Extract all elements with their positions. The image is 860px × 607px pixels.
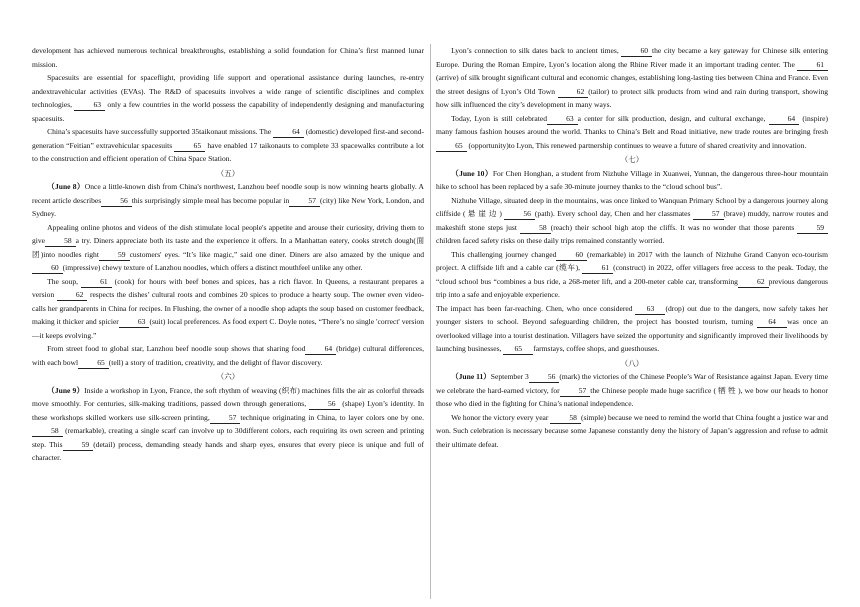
blank-60[interactable]: 60: [556, 250, 587, 261]
section-heading-5: （五）: [216, 168, 240, 178]
blank-65[interactable]: 65: [436, 141, 467, 152]
paragraph: Lyon’s connection to silk dates back to ancient times, 60 the city became a key gateway for Chinese silk entering Europe. During the Roman Empire, Lyon’s location along the Rhine River made it an important trading center. The 61(arrive) of silk brought significant cultural and economic changes, establishing long-lasting ties between China and France. Even the street designs of Lyon’s Old Town 62 (tailor) to protect silk products from wind and rain during transport, showing how silk influenced the city’s development in many ways.: [436, 46, 828, 109]
blank-62[interactable]: 62: [738, 277, 769, 288]
blank-57[interactable]: 57: [693, 209, 724, 220]
blank-63[interactable]: 63: [74, 100, 105, 111]
paragraph: Spacesuits are essential for spaceflight, providing life support and operational assistance during launches, re-entry andextravehicular activities (EVAs). The R&D of spacesuits involves a wide range of scientific disciplines and complex technologies, 63 only a few countries in the world possess the capability of independently designing and manufacturing spacesuits.: [32, 73, 424, 123]
blank-62[interactable]: 62: [558, 87, 589, 98]
blank-57[interactable]: 57: [289, 196, 320, 207]
blank-65[interactable]: 65: [174, 141, 205, 152]
blank-58[interactable]: 58: [32, 426, 63, 437]
blank-56[interactable]: 56: [529, 372, 560, 383]
blank-56[interactable]: 56: [309, 399, 340, 410]
paragraph: Nizhuhe Village, situated deep in the mountains, was once linked to Wanquan Primary School by a dangerous journey along cliffside ( 悬 崖 边 ) 56 (path). Every school day, Chen and her classmates 57 (brave) muddy, narrow routes and makeshift stone steps just 58 (reach) their school high atop the cliffs. It was no wonder that those parents 59children faced safety risks on these daily trips remained constantly worried.: [436, 195, 828, 245]
date-label: （June 9）: [47, 385, 85, 395]
blank-58[interactable]: 58: [45, 236, 76, 247]
paragraph: （June 8）Once a little-known dish from China's northwest, Lanzhou beef noodle soup is now winning hearts globally. A recent article describes 56 this surprisingly simple meal has become popular in 57 (city) like New York, London, and Sydney.: [32, 182, 425, 218]
blank-65[interactable]: 65: [503, 344, 533, 355]
paragraph: We honor the victory every year 58 (simple) because we need to remind the world that China fought a justice war and won. Such celebration is necessary because some Japanese constantly deny the history of Japan’s aggression and refuse to admit their ultimate defeat.: [436, 412, 829, 449]
blank-59[interactable]: 59: [797, 223, 828, 234]
paragraph: development has achieved numerous technical breakthroughs, establishing a solid foundation for China’s first manned lunar mission.: [32, 46, 424, 69]
blank-56[interactable]: 56: [504, 209, 535, 220]
blank-59[interactable]: 59: [99, 250, 130, 261]
paragraph: （June 9）Inside a workshop in Lyon, France, the soft rhythm of weaving (织布) machines fills the air as colorful threads move smoothly. For centuries, silk-making traditions, passed down through generations, 56 (shape) Lyon’s identity. In these workshops skilled workers use silk-screen printing, 57 technique originating in China, to layer colors one by one.58 (remarkable), creating a single scarf can involve up to 30different colors, each requiring its own screen and printing step. This 59 (detail) process, demanding steady hands and sharp eyes, ensures that every piece is unique and full of character.: [32, 385, 425, 462]
section-heading-7: （七）: [620, 155, 644, 164]
blank-63[interactable]: 63: [547, 114, 578, 125]
blank-61[interactable]: 61: [582, 263, 613, 274]
date-label: （June 10）: [451, 168, 493, 178]
column-divider: [430, 44, 431, 599]
blank-57[interactable]: 57: [210, 413, 241, 424]
left-column: [32, 44, 424, 465]
paragraph: （June 10）For Chen Honghan, a student from Nizhuhe Village in Xuanwei, Yunnan, the dangerous three-hour mountain hike to school has been replaced by a safe 30-minute journey thanks to the “cloud school bus”.: [436, 168, 829, 191]
section-heading-6: （六）: [216, 372, 240, 381]
paragraph: Today, Lyon is still celebrated 63 a center for silk production, design, and cultural exchange, 64 (inspire) many famous fashion houses around the world. Thanks to China’s Belt and Road initiative, new trade routes are bringing fresh 65 (opportunity)to Lyon, This renewed partnership continues to weave a future of shared creativity and innovation.: [436, 113, 828, 150]
blank-58[interactable]: 58: [520, 223, 551, 234]
right-column: [436, 44, 828, 451]
blank-56[interactable]: 56: [101, 196, 132, 207]
blank-61[interactable]: 61: [797, 60, 828, 71]
paragraph: Appealing online photos and videos of the dish stimulate local people's appetite and arouse their curiosity, driving them to give 58 a try. Diners appreciate both its taste and the experience it offers. In a Manhattan eatery, cooks stretch dough(面团)into noodles right 59 customers' eyes. “It’s like magic,” said one diner. Diners are also amazed by the unique and60 (impressive) chewy texture of Lanzhou noodles, which offers a distinct mouthfeel unlike any other.: [32, 222, 424, 272]
paragraph: The impact has been far-reaching. Chen, who once considered 63 (drop) out due to the dangers, now safely takes her younger sisters to school. Beyond safeguarding children, the project has boosted tourism, turning 64 was once an overlooked village into a tourist destination. Villagers have seized the opportunity and significantly improved their livelihoods by launching businesses, 65 farmstays, coffee shops, and guesthouses.: [436, 303, 828, 353]
blank-64[interactable]: 64: [769, 114, 800, 125]
section-heading-8: （八）: [620, 358, 644, 368]
blank-64[interactable]: 64: [757, 317, 787, 328]
blank-61[interactable]: 61: [81, 277, 112, 288]
blank-62[interactable]: 62: [57, 290, 88, 301]
blank-60[interactable]: 60: [621, 46, 652, 57]
blank-59[interactable]: 59: [63, 440, 94, 451]
paragraph: China’s spacesuits have successfully supported 35taikonaut missions. The 64 (domestic) developed first-and second-generation “Feitian” extravehicular spacesuits 65 have enabled 17 taikonauts to complete 33 spacewalks contribute a lot to the construction and efficient operation of China Space Station.: [32, 127, 425, 163]
blank-64[interactable]: 64: [273, 127, 304, 138]
date-label: （June 8）: [47, 182, 85, 191]
blank-60[interactable]: 60: [32, 263, 63, 274]
blank-58[interactable]: 58: [550, 413, 581, 424]
blank-57[interactable]: 57: [560, 386, 591, 397]
paragraph: This challenging journey changed 60 (remarkable) in 2017 with the launch of Nizhuhe Grand Canyon eco-tourism project. A cliffside lift and a cable car (缆车), 61 (construct) in 2022, offer villagers free access to the peak. Today, the “cloud school bus “combines a bus ride, a 268-meter lift, and a 200-meter cable car, transforming 62 previous dangerous trip into a safe and enjoyable experience.: [436, 249, 829, 299]
paragraph: （June 11）September 3 56 (mark) the victories of the Chinese People’s War of Resistance against Japan. Every time we celebrate the hard-earned victory, for 57 the Chinese people made huge sacrifice ( 牺 牲 ), we bow our heads to honor those who died in the fighting for China’s national independence.: [436, 372, 828, 408]
blank-64[interactable]: 64: [305, 344, 336, 355]
paragraph: The soup, 61 (cook) for hours with beef bones and spices, has a rich flavor. In Queens, a restaurant prepares a version 62 respects the dishes’ cultural roots and combines 20 spices to produce a hearty soup. The owner even video-calls her grandparents in China for recipes. In Flushing, the owner of a noodle shop adapts the soup based on customer feedback, making it thicker and spicier 63 (suit) local preferences. As food expert C. Doyle notes, “There’s no single 'correct' version—it keeps evolving.”: [32, 276, 425, 340]
blank-65[interactable]: 65: [78, 358, 109, 369]
date-label: （June 11）: [451, 372, 491, 381]
paragraph: From street food to global star, Lanzhou beef noodle soup shows that sharing food 64 (bridge) cultural differences, with each bowl 65 (tell) a story of tradition, creativity, and the delight of flavor discovery.: [32, 344, 424, 367]
blank-63[interactable]: 63: [119, 317, 150, 328]
blank-63[interactable]: 63: [635, 304, 665, 315]
